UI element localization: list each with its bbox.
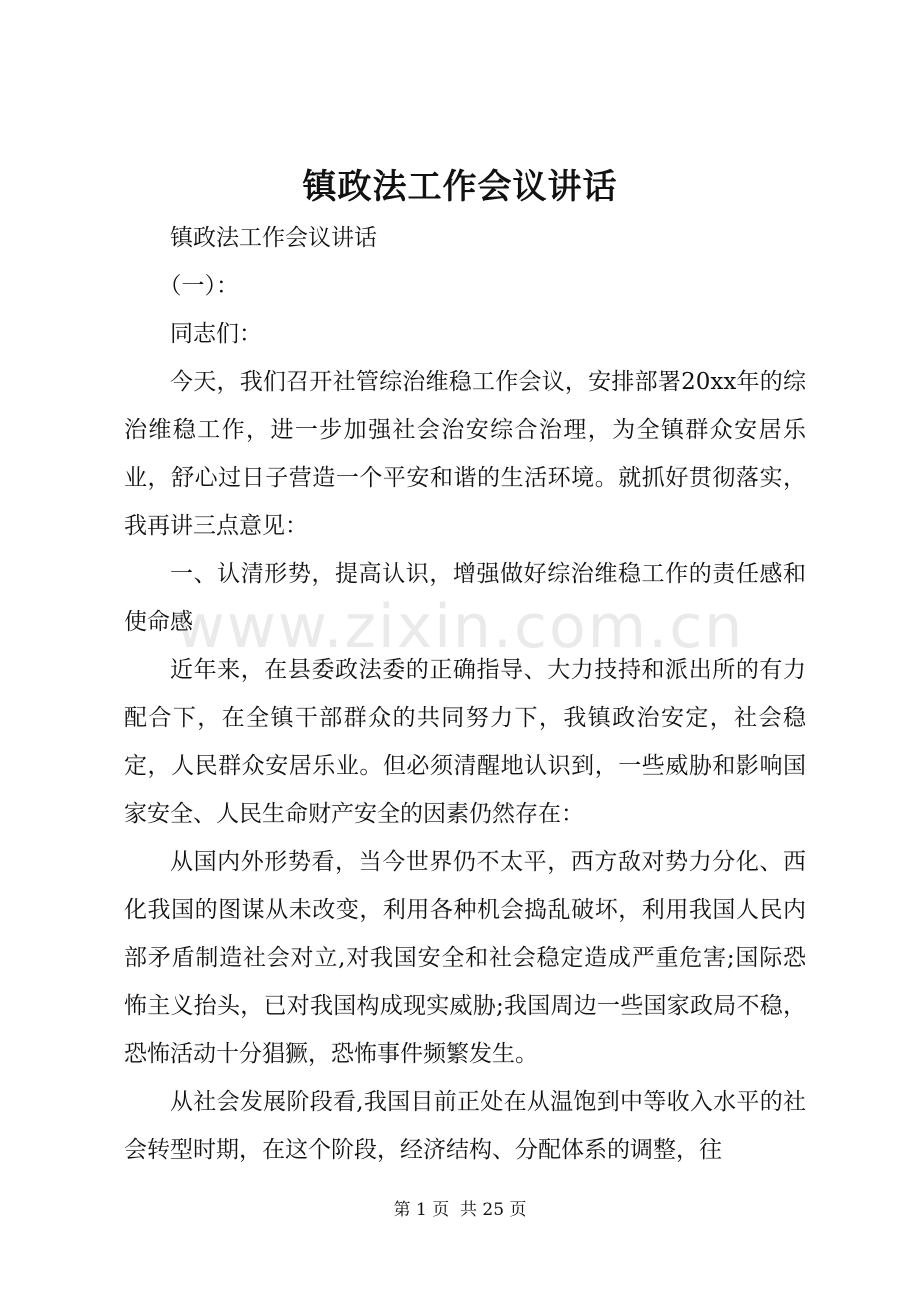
paragraph-heading: 镇政法工作会议讲话 (170, 225, 377, 251)
document-body (124, 214, 806, 1174)
document-title: 镇政法工作会议讲话 (302, 167, 618, 207)
watermark: www.zixin.com.cn (175, 592, 745, 662)
paragraph-point-one: 一、认清形势，提高认识，增强做好综治维稳工作的责任感和使命感 (124, 561, 806, 635)
paragraph-international: 从国内外形势看，当今世界仍不太平，西方敌对势力分化、西化我国的图谋从未改变，利用各种机会捣乱破坏，利用我国人民内部矛盾制造社会对立,对我国安全和社会稳定造成严重危害;国际恐怖主义抬头，已对我国构成现实威胁;我国周边一些国家政局不稳，恐怖活动十分猖獗，恐怖事件频繁发生。 (124, 849, 806, 1067)
paragraph-salutation: 同志们： (170, 321, 262, 347)
total-pages: 25 (482, 1200, 505, 1220)
paragraph-intro: 今天，我们召开社管综治维稳工作会议，安排部署20xx年的综治维稳工作，进一步加强社会治安综合治理，为全镇群众安居乐业，舒心过日子营造一个平安和谐的生活环境。就抓好贯彻落实，我再讲三点意见： (124, 369, 806, 539)
page-prefix: 第 (393, 1200, 411, 1220)
paragraph-recent-years: 近年来，在县委政法委的正确指导、大力技持和派出所的有力配合下，在全镇干部群众的共同努力下，我镇政治安定，社会稳定，人民群众安居乐业。但必须清醒地认识到，一些威胁和影响国家安全、人民生命财产安全的因素仍然存在： (124, 657, 806, 827)
total-prefix: 共 (460, 1200, 477, 1220)
total-suffix: 页 (509, 1200, 527, 1220)
page-footer (0, 1198, 920, 1222)
page-suffix: 页 (432, 1200, 450, 1220)
paragraph-section-number: （一）： (158, 273, 239, 299)
paragraph-social-development: 从社会发展阶段看,我国目前正处在从温饱到中等收入水平的社会转型时期，在这个阶段，经济结构、分配体系的调整，往 (124, 1089, 806, 1163)
page-number: 1 (415, 1200, 427, 1220)
